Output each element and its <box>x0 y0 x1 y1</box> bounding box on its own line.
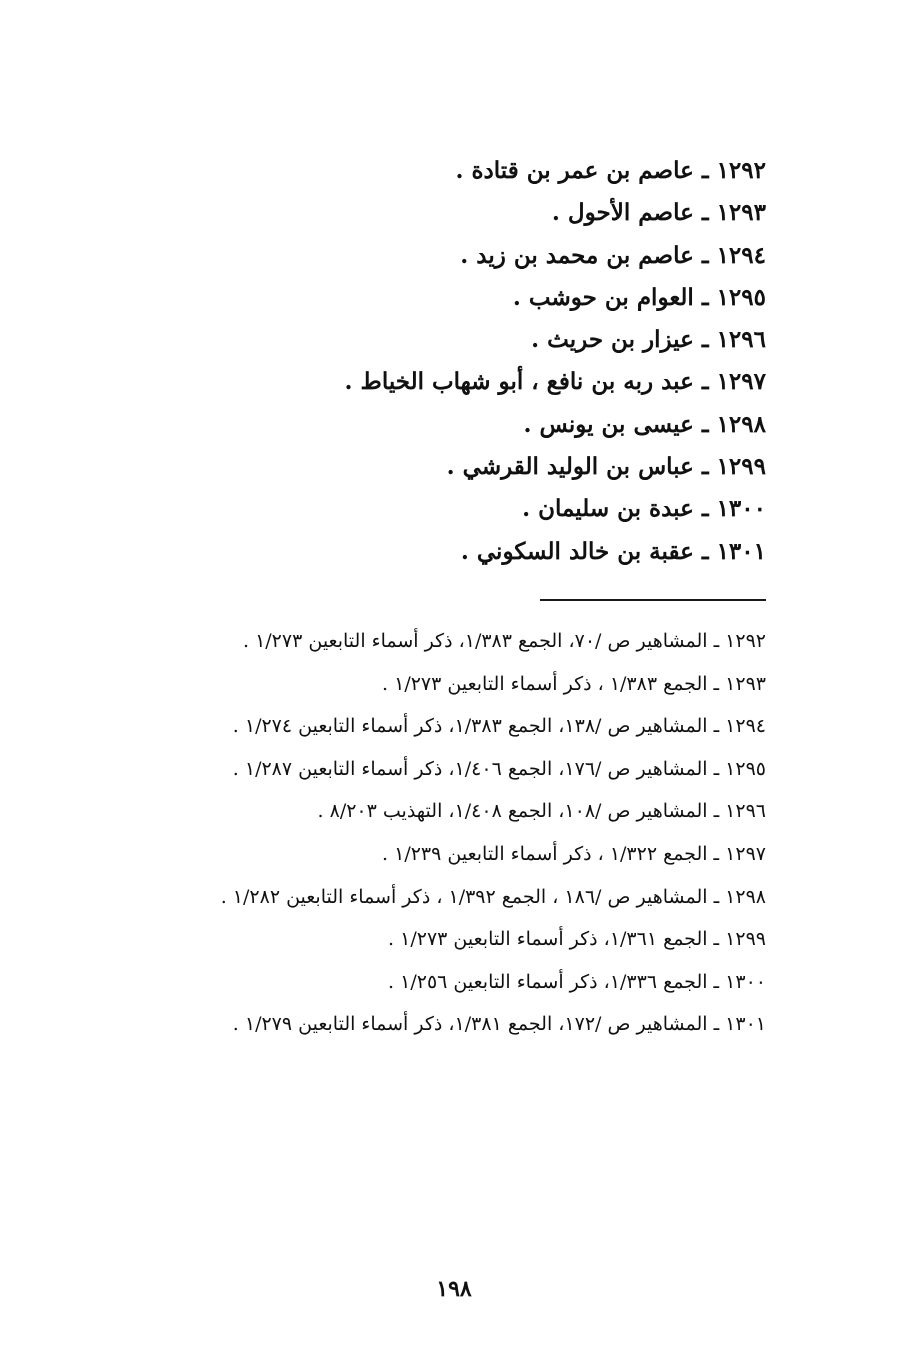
narrator-entry: ١٢٩٩ ـ عباس بن الوليد القرشي . <box>446 453 766 481</box>
page-number: ١٩٨ <box>436 1276 472 1302</box>
narrator-entry: ١٢٩٤ ـ عاصم بن محمد بن زيد . <box>460 241 766 269</box>
narrator-entry: ١٣٠٠ ـ عبدة بن سليمان . <box>522 495 766 523</box>
footnote: ١٢٩٢ ـ المشاهير ص /٧٠، الجمع ١/٣٨٣، ذكر أسماء التابعين ١/٢٧٣ . <box>242 630 766 652</box>
footnote: ١٣٠١ ـ المشاهير ص /١٧٢، الجمع ١/٣٨١، ذكر أسماء التابعين ١/٢٧٩ . <box>232 1013 766 1036</box>
footnote: ١٢٩٣ ـ الجمع ١/٣٨٣ ، ذكر أسماء التابعين ١/٢٧٣ . <box>382 672 766 695</box>
narrator-entry: ١٢٩٨ ـ عيسى بن يونس . <box>523 410 766 438</box>
footnote: ١٢٩٨ ـ المشاهير ص /١٨٦ ، الجمع ١/٣٩٢ ، ذكر أسماء التابعين ١/٢٨٢ . <box>220 885 766 908</box>
narrator-entry: ١٢٩٣ ـ عاصم الأحول . <box>551 199 766 227</box>
narrator-entry-list <box>146 150 766 573</box>
footnote-separator <box>540 599 766 601</box>
footnote: ١٢٩٩ ـ الجمع ١/٣٦١، ذكر أسماء التابعين ١/٢٧٣ . <box>388 928 766 951</box>
narrator-entry: ١٢٩٥ ـ العوام بن حوشب . <box>512 283 766 311</box>
narrator-entry: ١٢٩٦ ـ عيزار بن حريث . <box>531 326 766 354</box>
footnote: ١٢٩٥ ـ المشاهير ص /١٧٦، الجمع ١/٤٠٦، ذكر أسماء التابعين ١/٢٨٧ . <box>232 757 766 780</box>
narrator-entry: ١٢٩٧ ـ عبد ربه بن نافع ، أبو شهاب الخياط . <box>344 368 766 396</box>
footnote: ١٣٠٠ ـ الجمع ١/٣٣٦، ذكر أسماء التابعين ١/٢٥٦ . <box>388 970 766 993</box>
narrator-entry: ١٣٠١ ـ عقبة بن خالد السكوني . <box>460 537 766 565</box>
footnote: ١٢٩٤ ـ المشاهير ص /١٣٨، الجمع ١/٣٨٣، ذكر أسماء التابعين ١/٢٧٤ . <box>232 715 766 738</box>
narrator-entry: ١٢٩٢ ـ عاصم بن عمر بن قتادة . <box>455 157 766 184</box>
footnote: ١٢٩٧ ـ الجمع ١/٣٢٢ ، ذكر أسماء التابعين ١/٢٣٩ . <box>382 842 766 865</box>
footnote: ١٢٩٦ ـ المشاهير ص /١٠٨، الجمع ١/٤٠٨، التهذيب ٨/٢٠٣ . <box>317 800 766 823</box>
footnote-list <box>86 620 766 1046</box>
